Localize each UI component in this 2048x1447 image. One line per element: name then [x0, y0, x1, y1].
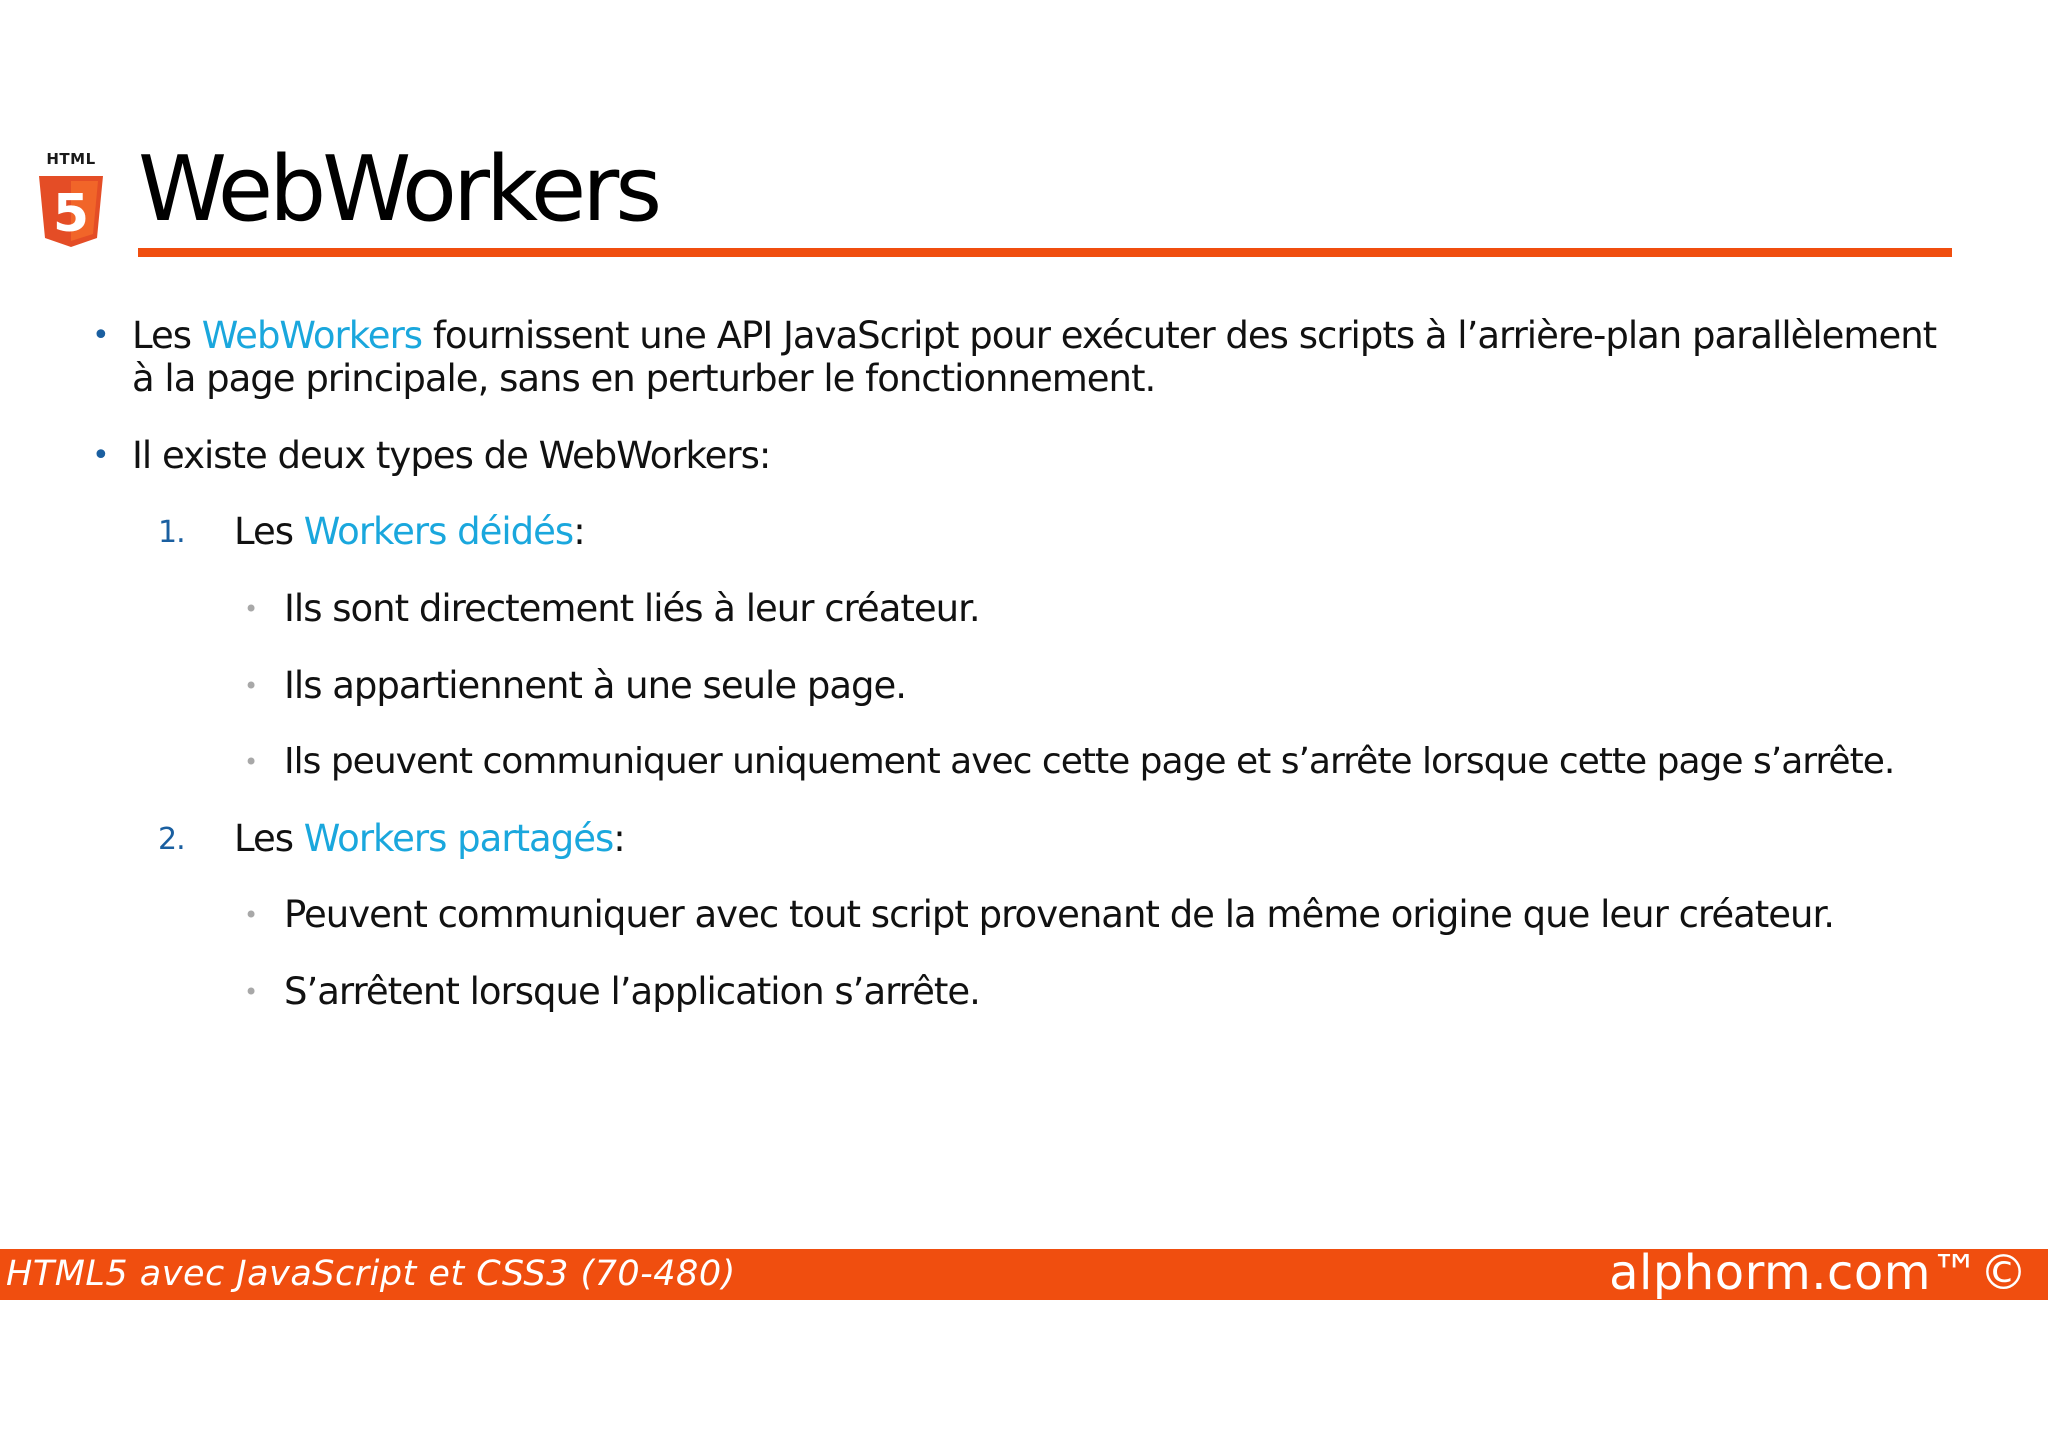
type-1-item-3: Ils peuvent communiquer uniquement avec cette page et s’arrête lorsque cette page s’arrête. — [284, 741, 1895, 782]
slide-title: WebWorkers — [138, 137, 659, 242]
bullet-dot: • — [92, 318, 109, 353]
type-2-item-1: Peuvent communiquer avec tout script provenant de la même origine que leur créateur. — [284, 893, 1835, 936]
type-2-number: 2. — [158, 822, 185, 857]
html5-digit: 5 — [52, 184, 90, 244]
type-2-highlight: Workers partagés — [303, 817, 614, 860]
footer-bar — [0, 1245, 2048, 1301]
type-1-highlight: Workers déidés — [303, 510, 574, 553]
type-2-suffix: : — [613, 817, 625, 860]
type-2-heading — [234, 817, 625, 861]
sub-bullet-dot: • — [244, 748, 258, 776]
type-1-item-1: Ils sont directement liés à leur créateur. — [284, 587, 980, 630]
bullet-1-prefix: Les — [132, 314, 202, 357]
type-1-suffix: : — [573, 510, 585, 553]
sub-bullet-dot: • — [244, 901, 258, 929]
bullet-1-suffix: fournissent une API JavaScript pour exécuter des scripts à l’arrière-plan parallèlement — [422, 314, 1937, 357]
type-1-heading — [234, 510, 585, 554]
footer-course-title: HTML5 avec JavaScript et CSS3 (70-480) — [6, 1254, 736, 1294]
sub-bullet-dot: • — [244, 672, 258, 700]
type-1-number: 1. — [158, 515, 185, 550]
bullet-1-line-2: à la page principale, sans en perturber le fonctionnement. — [132, 357, 1156, 400]
type-1-item-2: Ils appartiennent à une seule page. — [284, 664, 907, 707]
bullet-1-line-1 — [132, 314, 1936, 358]
bullet-2-text: Il existe deux types de WebWorkers: — [132, 434, 771, 477]
type-2-prefix: Les — [234, 817, 304, 860]
bullet-dot: • — [92, 438, 109, 473]
type-2-item-2: S’arrêtent lorsque l’application s’arrête. — [284, 970, 980, 1013]
footer-brand: alphorm.com™© — [1609, 1245, 2028, 1301]
bullet-1-highlight: WebWorkers — [201, 314, 423, 357]
sub-bullet-dot: • — [244, 595, 258, 623]
sub-bullet-dot: • — [244, 978, 258, 1006]
type-1-prefix: Les — [234, 510, 304, 553]
html5-logo-caption: HTML — [46, 150, 96, 168]
